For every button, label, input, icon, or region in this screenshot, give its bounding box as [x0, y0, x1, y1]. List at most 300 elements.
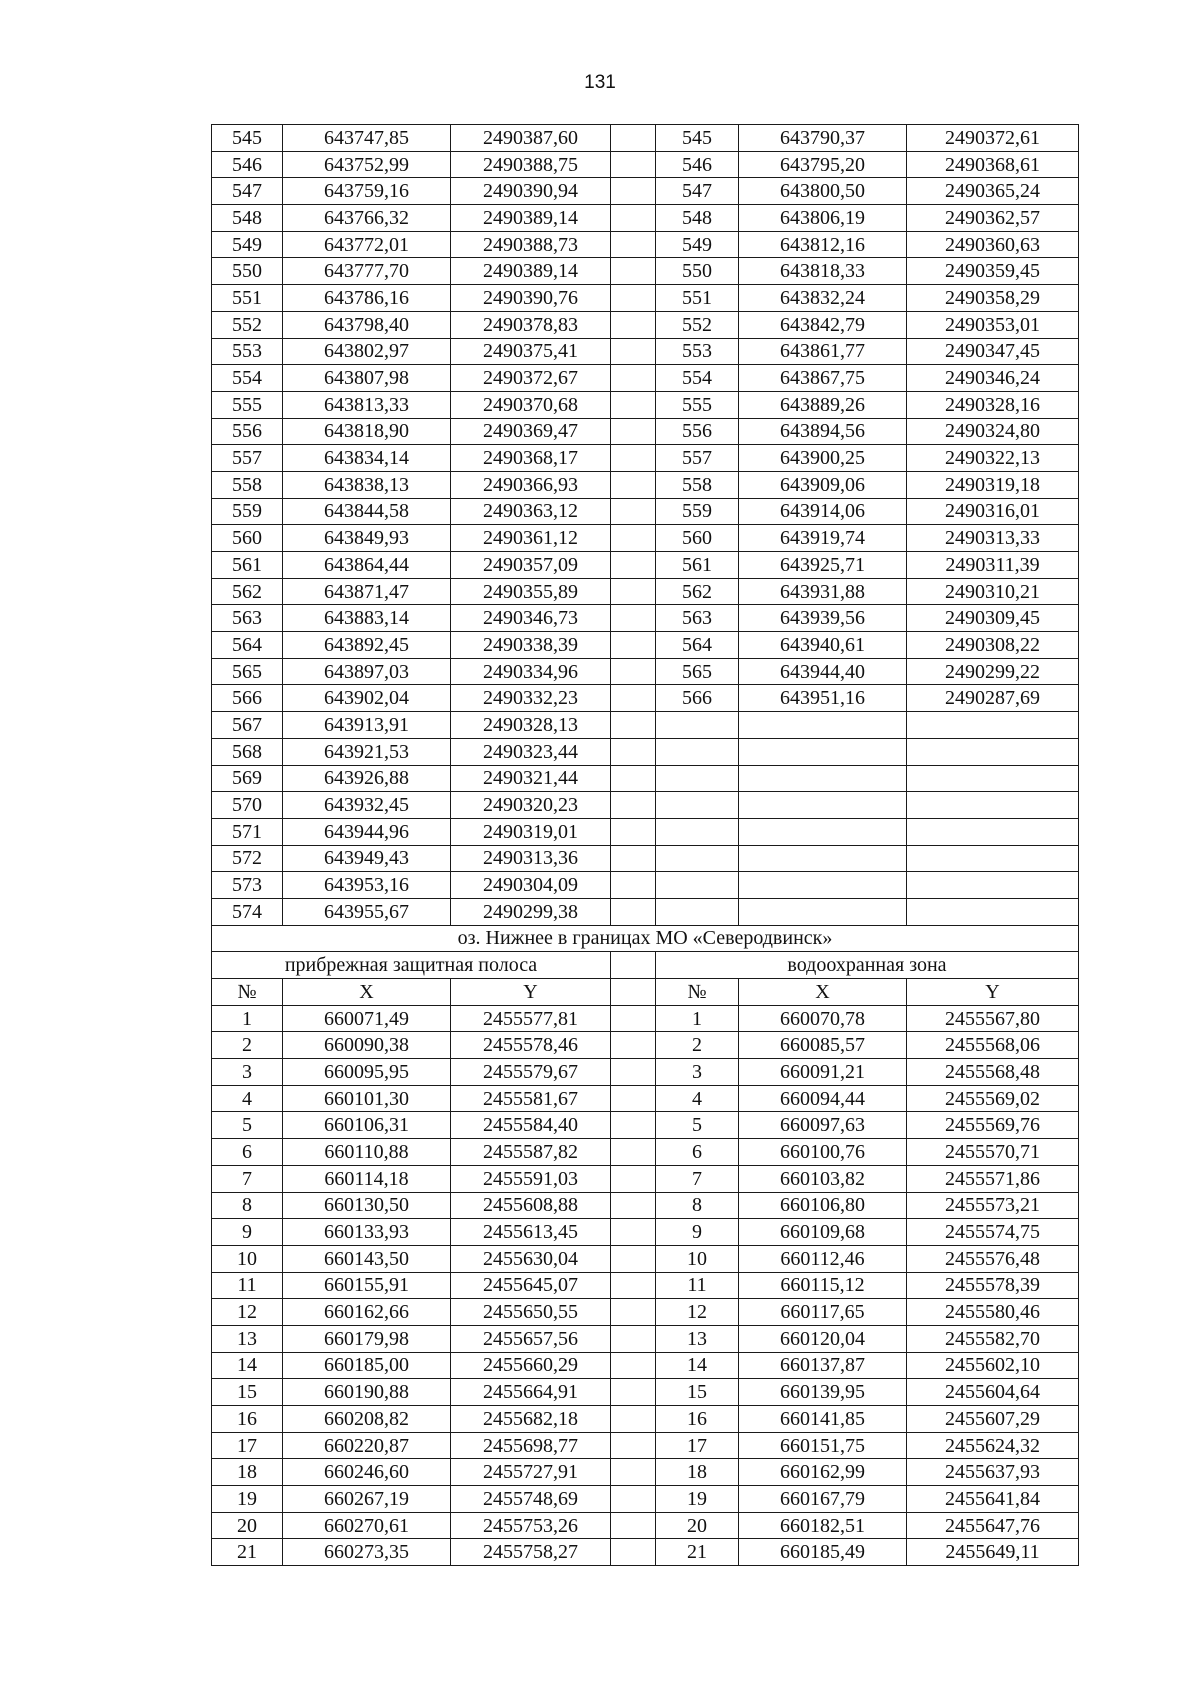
- left-num-cell: 564: [212, 632, 283, 659]
- right-num-cell: 5: [656, 1112, 739, 1139]
- right-num-cell: 560: [656, 525, 739, 552]
- right-y-cell: 2455604,64: [907, 1379, 1079, 1406]
- spacer-cell: [611, 125, 656, 152]
- right-y-cell: 2455574,75: [907, 1219, 1079, 1246]
- spacer-cell: [611, 1325, 656, 1352]
- table-row: [212, 471, 1079, 498]
- left-x-cell: 643798,40: [283, 311, 451, 338]
- table-row: [212, 792, 1079, 819]
- spacer-cell: [611, 898, 656, 925]
- right-num-cell: [656, 792, 739, 819]
- spacer-cell: [611, 311, 656, 338]
- right-x-cell: 660182,51: [739, 1512, 907, 1539]
- right-y-cell: 2455637,93: [907, 1459, 1079, 1486]
- left-y-cell: 2490390,76: [451, 285, 611, 312]
- left-y-cell: 2490366,93: [451, 471, 611, 498]
- right-x-cell: [739, 765, 907, 792]
- right-num-cell: 547: [656, 178, 739, 205]
- spacer-cell: [611, 1459, 656, 1486]
- left-x-cell: 660270,61: [283, 1512, 451, 1539]
- right-num-cell: 565: [656, 658, 739, 685]
- left-y-cell: 2490370,68: [451, 391, 611, 418]
- spacer-cell: [611, 1486, 656, 1513]
- left-num-cell: 556: [212, 418, 283, 445]
- left-x-cell: 643949,43: [283, 845, 451, 872]
- left-x-cell: 643944,96: [283, 818, 451, 845]
- right-x-cell: 660115,12: [739, 1272, 907, 1299]
- left-num-cell: 561: [212, 552, 283, 579]
- right-x-cell: 643867,75: [739, 365, 907, 392]
- header-num-left: №: [212, 979, 283, 1006]
- left-x-cell: 660267,19: [283, 1486, 451, 1513]
- left-x-cell: 643802,97: [283, 338, 451, 365]
- table-row: [212, 365, 1079, 392]
- left-num-cell: 570: [212, 792, 283, 819]
- right-y-cell: 2490353,01: [907, 311, 1079, 338]
- right-x-cell: 643812,16: [739, 231, 907, 258]
- coordinates-table: [211, 124, 1079, 1566]
- right-x-cell: 660097,63: [739, 1112, 907, 1139]
- left-y-cell: 2455758,27: [451, 1539, 611, 1566]
- spacer-cell: [611, 1032, 656, 1059]
- right-x-cell: 660185,49: [739, 1539, 907, 1566]
- left-num-cell: 551: [212, 285, 283, 312]
- right-y-cell: [907, 765, 1079, 792]
- right-num-cell: 555: [656, 391, 739, 418]
- spacer-cell: [611, 552, 656, 579]
- table-row: [212, 818, 1079, 845]
- left-num-cell: 11: [212, 1272, 283, 1299]
- spacer-cell: [611, 1219, 656, 1246]
- left-num-cell: 553: [212, 338, 283, 365]
- left-num-cell: 559: [212, 498, 283, 525]
- right-y-cell: 2455647,76: [907, 1512, 1079, 1539]
- right-x-cell: 643900,25: [739, 445, 907, 472]
- left-y-cell: 2490313,36: [451, 845, 611, 872]
- left-y-cell: 2455664,91: [451, 1379, 611, 1406]
- right-num-cell: 563: [656, 605, 739, 632]
- right-y-cell: 2490359,45: [907, 258, 1079, 285]
- table-row: [212, 498, 1079, 525]
- right-x-cell: 660109,68: [739, 1219, 907, 1246]
- table-row: [212, 338, 1079, 365]
- left-num-cell: 7: [212, 1165, 283, 1192]
- left-x-cell: 643871,47: [283, 578, 451, 605]
- left-x-cell: 660095,95: [283, 1059, 451, 1086]
- left-x-cell: 643864,44: [283, 552, 451, 579]
- right-num-cell: [656, 872, 739, 899]
- left-y-cell: 2490346,73: [451, 605, 611, 632]
- left-y-cell: 2490389,14: [451, 258, 611, 285]
- right-y-cell: 2490310,21: [907, 578, 1079, 605]
- right-x-cell: 643818,33: [739, 258, 907, 285]
- left-y-cell: 2455748,69: [451, 1486, 611, 1513]
- left-num-cell: 546: [212, 151, 283, 178]
- right-num-cell: 11: [656, 1272, 739, 1299]
- spacer-cell: [611, 365, 656, 392]
- right-num-cell: 14: [656, 1352, 739, 1379]
- right-x-cell: 643909,06: [739, 471, 907, 498]
- right-y-cell: 2490346,24: [907, 365, 1079, 392]
- left-num-cell: 567: [212, 712, 283, 739]
- right-x-cell: 643951,16: [739, 685, 907, 712]
- left-x-cell: 660101,30: [283, 1085, 451, 1112]
- right-x-cell: 643925,71: [739, 552, 907, 579]
- spacer-cell: [611, 1059, 656, 1086]
- spacer-cell: [611, 1406, 656, 1433]
- left-num-cell: 14: [212, 1352, 283, 1379]
- right-y-cell: [907, 845, 1079, 872]
- table-row: [212, 1112, 1079, 1139]
- spacer-cell: [611, 845, 656, 872]
- right-num-cell: [656, 845, 739, 872]
- right-y-cell: 2490311,39: [907, 552, 1079, 579]
- left-y-cell: 2455753,26: [451, 1512, 611, 1539]
- table-row: [212, 1165, 1079, 1192]
- left-y-cell: 2490388,75: [451, 151, 611, 178]
- right-y-cell: 2490308,22: [907, 632, 1079, 659]
- left-x-cell: 660090,38: [283, 1032, 451, 1059]
- table-row: [212, 1406, 1079, 1433]
- spacer-cell: [611, 578, 656, 605]
- spacer-cell: [611, 205, 656, 232]
- right-x-cell: 643861,77: [739, 338, 907, 365]
- right-y-cell: 2490322,13: [907, 445, 1079, 472]
- right-num-cell: 564: [656, 632, 739, 659]
- left-y-cell: 2455579,67: [451, 1059, 611, 1086]
- right-y-cell: [907, 818, 1079, 845]
- right-num-cell: 16: [656, 1406, 739, 1433]
- spacer-cell: [611, 765, 656, 792]
- right-y-cell: 2455602,10: [907, 1352, 1079, 1379]
- right-x-cell: 643894,56: [739, 418, 907, 445]
- left-num-cell: 548: [212, 205, 283, 232]
- table-row: [212, 738, 1079, 765]
- right-x-cell: 643806,19: [739, 205, 907, 232]
- left-x-cell: 660179,98: [283, 1325, 451, 1352]
- right-y-cell: 2490309,45: [907, 605, 1079, 632]
- right-x-cell: 660137,87: [739, 1352, 907, 1379]
- left-x-cell: 643902,04: [283, 685, 451, 712]
- right-num-cell: 8: [656, 1192, 739, 1219]
- left-x-cell: 643747,85: [283, 125, 451, 152]
- left-y-cell: 2455645,07: [451, 1272, 611, 1299]
- right-num-cell: 19: [656, 1486, 739, 1513]
- left-num-cell: 13: [212, 1325, 283, 1352]
- table-row: [212, 285, 1079, 312]
- right-x-cell: 643914,06: [739, 498, 907, 525]
- right-x-cell: 660091,21: [739, 1059, 907, 1086]
- left-y-cell: 2455577,81: [451, 1005, 611, 1032]
- spacer-cell: [611, 1512, 656, 1539]
- spacer-cell: [611, 258, 656, 285]
- right-subtitle: водоохранная зона: [656, 952, 1079, 979]
- right-num-cell: [656, 765, 739, 792]
- right-x-cell: 660162,99: [739, 1459, 907, 1486]
- right-y-cell: 2490299,22: [907, 658, 1079, 685]
- spacer-cell: [611, 658, 656, 685]
- right-y-cell: 2490347,45: [907, 338, 1079, 365]
- table-row: [212, 1139, 1079, 1166]
- right-num-cell: 552: [656, 311, 739, 338]
- right-num-cell: 15: [656, 1379, 739, 1406]
- right-x-cell: 643889,26: [739, 391, 907, 418]
- left-num-cell: 555: [212, 391, 283, 418]
- right-y-cell: 2455568,06: [907, 1032, 1079, 1059]
- left-x-cell: 643892,45: [283, 632, 451, 659]
- spacer-cell: [611, 445, 656, 472]
- right-x-cell: [739, 872, 907, 899]
- spacer-cell: [611, 178, 656, 205]
- left-y-cell: 2490363,12: [451, 498, 611, 525]
- left-x-cell: 643844,58: [283, 498, 451, 525]
- table-row: [212, 632, 1079, 659]
- left-x-cell: 643932,45: [283, 792, 451, 819]
- table-row: [212, 1085, 1079, 1112]
- table-row: [212, 231, 1079, 258]
- table-row: [212, 765, 1079, 792]
- right-num-cell: 18: [656, 1459, 739, 1486]
- right-num-cell: 13: [656, 1325, 739, 1352]
- right-x-cell: 660070,78: [739, 1005, 907, 1032]
- left-y-cell: 2455581,67: [451, 1085, 611, 1112]
- header-x-right: X: [739, 979, 907, 1006]
- left-x-cell: 660246,60: [283, 1459, 451, 1486]
- section-header-block: [212, 925, 1079, 1005]
- left-y-cell: 2490355,89: [451, 578, 611, 605]
- table-row: [212, 311, 1079, 338]
- right-y-cell: 2490365,24: [907, 178, 1079, 205]
- left-y-cell: 2490390,94: [451, 178, 611, 205]
- right-num-cell: [656, 738, 739, 765]
- table-row: [212, 1486, 1079, 1513]
- spacer-cell: [611, 1432, 656, 1459]
- left-x-cell: 660190,88: [283, 1379, 451, 1406]
- left-x-cell: 643953,16: [283, 872, 451, 899]
- right-y-cell: 2490362,57: [907, 205, 1079, 232]
- left-y-cell: 2455587,82: [451, 1139, 611, 1166]
- right-y-cell: 2455568,48: [907, 1059, 1079, 1086]
- left-y-cell: 2490334,96: [451, 658, 611, 685]
- table-row: [212, 205, 1079, 232]
- right-y-cell: 2490319,18: [907, 471, 1079, 498]
- left-y-cell: 2455613,45: [451, 1219, 611, 1246]
- left-y-cell: 2490299,38: [451, 898, 611, 925]
- left-num-cell: 9: [212, 1219, 283, 1246]
- right-num-cell: 561: [656, 552, 739, 579]
- table-row: [212, 178, 1079, 205]
- table-row: [212, 605, 1079, 632]
- right-x-cell: 660103,82: [739, 1165, 907, 1192]
- left-num-cell: 1: [212, 1005, 283, 1032]
- spacer-cell: [611, 498, 656, 525]
- right-y-cell: 2455569,76: [907, 1112, 1079, 1139]
- left-x-cell: 643883,14: [283, 605, 451, 632]
- right-y-cell: [907, 712, 1079, 739]
- spacer-cell: [611, 471, 656, 498]
- left-y-cell: 2490357,09: [451, 552, 611, 579]
- left-num-cell: 2: [212, 1032, 283, 1059]
- right-num-cell: 7: [656, 1165, 739, 1192]
- spacer-cell: [611, 1112, 656, 1139]
- right-x-cell: 643944,40: [739, 658, 907, 685]
- right-y-cell: 2490313,33: [907, 525, 1079, 552]
- left-y-cell: 2490338,39: [451, 632, 611, 659]
- right-x-cell: 643832,24: [739, 285, 907, 312]
- left-x-cell: 643766,32: [283, 205, 451, 232]
- right-x-cell: [739, 792, 907, 819]
- right-y-cell: 2490316,01: [907, 498, 1079, 525]
- left-y-cell: 2455660,29: [451, 1352, 611, 1379]
- left-x-cell: 660273,35: [283, 1539, 451, 1566]
- right-num-cell: 20: [656, 1512, 739, 1539]
- right-x-cell: 643795,20: [739, 151, 907, 178]
- table-row: [212, 685, 1079, 712]
- right-y-cell: 2455582,70: [907, 1325, 1079, 1352]
- spacer-cell: [611, 632, 656, 659]
- right-x-cell: 643939,56: [739, 605, 907, 632]
- left-y-cell: 2490323,44: [451, 738, 611, 765]
- left-num-cell: 20: [212, 1512, 283, 1539]
- left-num-cell: 573: [212, 872, 283, 899]
- left-x-cell: 660162,66: [283, 1299, 451, 1326]
- right-x-cell: [739, 845, 907, 872]
- right-num-cell: 553: [656, 338, 739, 365]
- right-y-cell: 2490287,69: [907, 685, 1079, 712]
- table-row: [212, 1325, 1079, 1352]
- spacer-cell: [611, 1005, 656, 1032]
- table-row: [212, 1299, 1079, 1326]
- right-y-cell: 2455580,46: [907, 1299, 1079, 1326]
- left-num-cell: 572: [212, 845, 283, 872]
- header-num-right: №: [656, 979, 739, 1006]
- left-x-cell: 643838,13: [283, 471, 451, 498]
- left-num-cell: 16: [212, 1406, 283, 1433]
- right-num-cell: 548: [656, 205, 739, 232]
- left-y-cell: 2490378,83: [451, 311, 611, 338]
- table-row: [212, 845, 1079, 872]
- left-y-cell: 2490368,17: [451, 445, 611, 472]
- table-row: [212, 872, 1079, 899]
- spacer-cell: [611, 418, 656, 445]
- spacer-cell: [611, 818, 656, 845]
- right-y-cell: 2490372,61: [907, 125, 1079, 152]
- left-num-cell: 550: [212, 258, 283, 285]
- left-x-cell: 643813,33: [283, 391, 451, 418]
- table-row: [212, 1245, 1079, 1272]
- right-num-cell: 562: [656, 578, 739, 605]
- coordinates-block-continued: [212, 125, 1079, 926]
- right-num-cell: 550: [656, 258, 739, 285]
- header-y-left: Y: [451, 979, 611, 1006]
- left-num-cell: 571: [212, 818, 283, 845]
- left-x-cell: 660220,87: [283, 1432, 451, 1459]
- table-row: [212, 658, 1079, 685]
- left-num-cell: 15: [212, 1379, 283, 1406]
- left-y-cell: 2455650,55: [451, 1299, 611, 1326]
- right-y-cell: 2455573,21: [907, 1192, 1079, 1219]
- right-x-cell: 660112,46: [739, 1245, 907, 1272]
- left-num-cell: 552: [212, 311, 283, 338]
- spacer-cell: [611, 1139, 656, 1166]
- left-y-cell: 2455727,91: [451, 1459, 611, 1486]
- table-row: [212, 151, 1079, 178]
- left-x-cell: 643786,16: [283, 285, 451, 312]
- left-y-cell: 2455657,56: [451, 1325, 611, 1352]
- left-num-cell: 560: [212, 525, 283, 552]
- table-row: [212, 712, 1079, 739]
- left-x-cell: 643777,70: [283, 258, 451, 285]
- table-row: [212, 125, 1079, 152]
- left-y-cell: 2455630,04: [451, 1245, 611, 1272]
- table-row: [212, 1432, 1079, 1459]
- spacer-cell: [611, 685, 656, 712]
- spacer-cell: [611, 1245, 656, 1272]
- right-num-cell: 2: [656, 1032, 739, 1059]
- right-y-cell: 2455569,02: [907, 1085, 1079, 1112]
- left-x-cell: 643818,90: [283, 418, 451, 445]
- left-num-cell: 547: [212, 178, 283, 205]
- right-num-cell: 551: [656, 285, 739, 312]
- right-num-cell: 17: [656, 1432, 739, 1459]
- left-x-cell: 643897,03: [283, 658, 451, 685]
- right-num-cell: 6: [656, 1139, 739, 1166]
- left-x-cell: 660185,00: [283, 1352, 451, 1379]
- coordinates-block-lake: [212, 1005, 1079, 1565]
- left-x-cell: 643834,14: [283, 445, 451, 472]
- left-x-cell: 660143,50: [283, 1245, 451, 1272]
- table-row: [212, 1272, 1079, 1299]
- right-num-cell: 21: [656, 1539, 739, 1566]
- left-y-cell: 2490304,09: [451, 872, 611, 899]
- spacer-cell: [611, 1085, 656, 1112]
- section-title: оз. Нижнее в границах МО «Северодвинск»: [212, 925, 1079, 952]
- left-num-cell: 562: [212, 578, 283, 605]
- left-subtitle: прибрежная защитная полоса: [212, 952, 611, 979]
- left-y-cell: 2455608,88: [451, 1192, 611, 1219]
- right-y-cell: 2490328,16: [907, 391, 1079, 418]
- right-y-cell: 2490360,63: [907, 231, 1079, 258]
- left-y-cell: 2490320,23: [451, 792, 611, 819]
- spacer-cell: [611, 872, 656, 899]
- right-num-cell: 10: [656, 1245, 739, 1272]
- right-num-cell: 9: [656, 1219, 739, 1246]
- header-y-right: Y: [907, 979, 1079, 1006]
- left-num-cell: 565: [212, 658, 283, 685]
- right-y-cell: 2455607,29: [907, 1406, 1079, 1433]
- right-y-cell: 2455641,84: [907, 1486, 1079, 1513]
- left-num-cell: 554: [212, 365, 283, 392]
- right-num-cell: [656, 818, 739, 845]
- right-x-cell: 660151,75: [739, 1432, 907, 1459]
- table-row: [212, 1032, 1079, 1059]
- table-row: [212, 391, 1079, 418]
- left-x-cell: 643772,01: [283, 231, 451, 258]
- left-y-cell: 2490388,73: [451, 231, 611, 258]
- table-row: [212, 1059, 1079, 1086]
- spacer-cell: [611, 338, 656, 365]
- left-x-cell: 660130,50: [283, 1192, 451, 1219]
- right-x-cell: 643842,79: [739, 311, 907, 338]
- table-row: [212, 258, 1079, 285]
- table-row: [212, 1192, 1079, 1219]
- right-x-cell: 660139,95: [739, 1379, 907, 1406]
- right-num-cell: 549: [656, 231, 739, 258]
- left-num-cell: 4: [212, 1085, 283, 1112]
- right-x-cell: 643919,74: [739, 525, 907, 552]
- right-num-cell: 554: [656, 365, 739, 392]
- spacer-cell: [611, 1539, 656, 1566]
